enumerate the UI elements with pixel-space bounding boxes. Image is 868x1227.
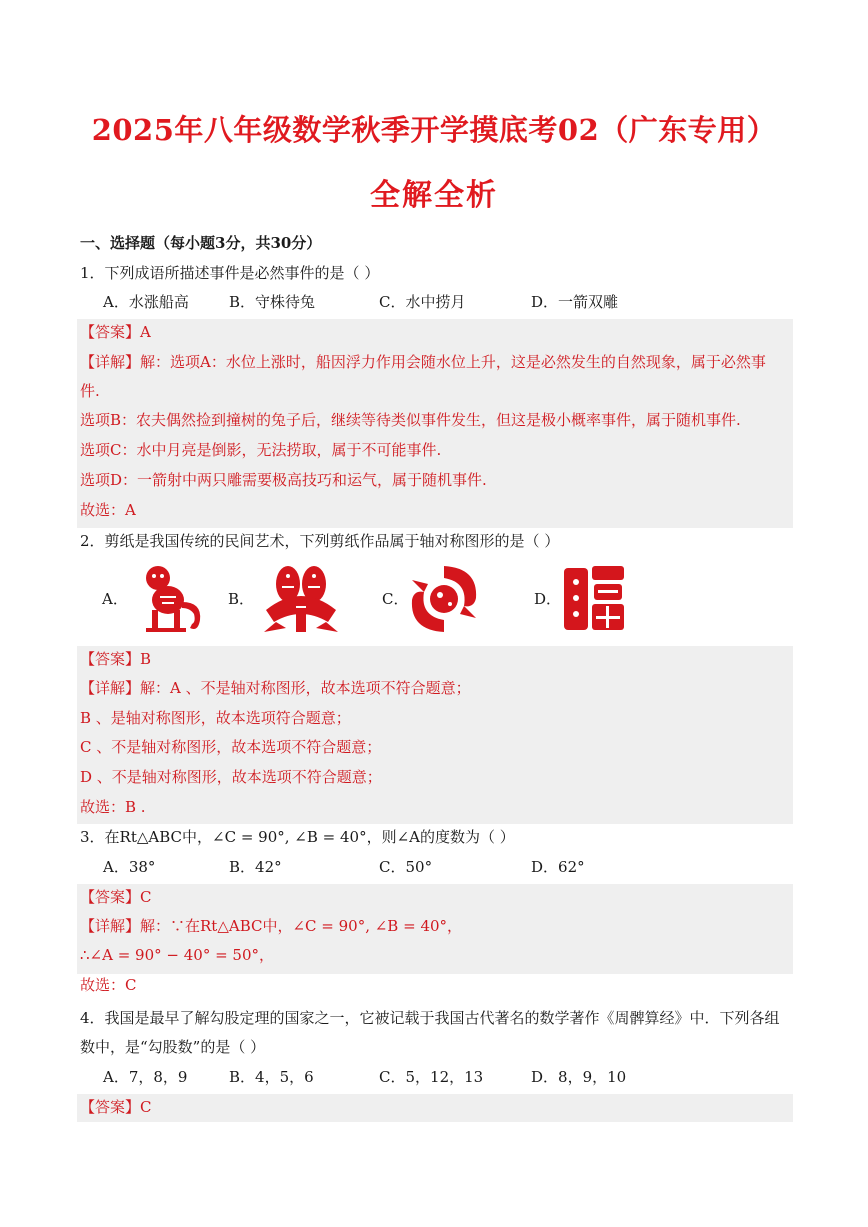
option-a: A．38° [103, 858, 156, 876]
option-c: C．水中捞月 [379, 293, 466, 311]
question-1-stem: 1．下列成语所描述事件是必然事件的是（ ） [80, 264, 380, 282]
question-4-stem-line-1: 4．我国是最早了解勾股定理的国家之一，它被记载于我国古代著名的数学著作《周髀算经》中．下列各组 [80, 1009, 780, 1027]
explain-line: 【详解】解：∵在Rt△ABC中，∠C = 90°, ∠B = 40°， [80, 917, 463, 935]
answer-label: 【答案】A [80, 323, 151, 341]
explain-line: 故选：C [80, 976, 137, 994]
explain-line: D 、不是轴对称图形，故本选项不符合题意； [80, 768, 382, 786]
fu-character-papercut-icon [558, 562, 630, 636]
option-a: A．7，8，9 [103, 1068, 188, 1086]
twin-fish-papercut-icon [256, 562, 346, 634]
explain-line: 【详解】解：选项A：水位上涨时，船因浮力作用会随水位上升，这是必然发生的自然现象，属于必然事 [80, 353, 766, 371]
question-4-options [103, 1066, 803, 1088]
answer-label: 【答案】C [80, 888, 152, 906]
option-a [102, 556, 242, 638]
option-d: D．8，9，10 [531, 1068, 627, 1086]
option-label: D． [534, 590, 562, 608]
question-4-answer-block [77, 1094, 793, 1122]
question-4-stem-line-2: 数中，是“勾股数”的是（ ） [80, 1038, 266, 1056]
explain-line: 【详解】解：A 、不是轴对称图形，故本选项不符合题意； [80, 679, 471, 697]
option-label: B． [228, 590, 255, 608]
fish-circle-papercut-icon [406, 562, 482, 636]
document-subtitle: 全解全析 [370, 178, 498, 213]
question-2-image-options [80, 556, 780, 638]
explain-line: 选项C：水中月亮是倒影，无法捞取，属于不可能事件. [80, 441, 442, 459]
explain-line: B 、是轴对称图形，故本选项符合题意； [80, 709, 351, 727]
document-title: 2025年八年级数学秋季开学摸底考02（广东专用） [91, 113, 777, 147]
option-c: C．50° [379, 858, 433, 876]
question-1-options [103, 291, 803, 313]
monkey-papercut-icon [130, 562, 210, 634]
question-2-answer-block [77, 646, 793, 824]
explain-line: ∴∠A = 90° − 40° = 50°， [80, 946, 275, 964]
option-d [534, 556, 684, 638]
option-b: B．4，5，6 [229, 1068, 314, 1086]
question-3-options [103, 856, 803, 878]
question-2-stem: 2．剪纸是我国传统的民间艺术，下列剪纸作品属于轴对称图形的是（ ） [80, 532, 560, 550]
explain-line: 故选：B . [80, 798, 146, 816]
option-b: B．守株待兔 [229, 293, 316, 311]
question-1-answer-block [77, 319, 793, 528]
option-c: C．5，12，13 [379, 1068, 484, 1086]
explain-line: 故选：A [80, 501, 136, 519]
option-label: C． [382, 590, 409, 608]
option-b: B．42° [229, 858, 282, 876]
question-3-answer-block [77, 884, 793, 994]
section-heading: 一、选择题（每小题3分，共30分） [80, 234, 322, 252]
explain-line: 选项D：一箭射中两只雕需要极高技巧和运气，属于随机事件. [80, 471, 487, 489]
option-d: D．62° [531, 858, 585, 876]
option-label: A． [102, 590, 128, 608]
question-3-stem: 3．在Rt△ABC中，∠C = 90°, ∠B = 40°，则∠A的度数为（ ） [80, 828, 515, 846]
explain-line: 选项B：农夫偶然捡到撞树的兔子后，继续等待类似事件发生，但这是极小概率事件，属于随机事件. [80, 411, 741, 429]
explain-line: C 、不是轴对称图形，故本选项不符合题意； [80, 738, 382, 756]
option-a: A．水涨船高 [103, 293, 189, 311]
explain-line: 件. [80, 382, 100, 400]
option-b [228, 556, 378, 638]
answer-label: 【答案】C [80, 1098, 152, 1116]
answer-label: 【答案】B [80, 650, 152, 668]
option-c [382, 556, 532, 638]
option-d: D．一箭双雕 [531, 293, 619, 311]
